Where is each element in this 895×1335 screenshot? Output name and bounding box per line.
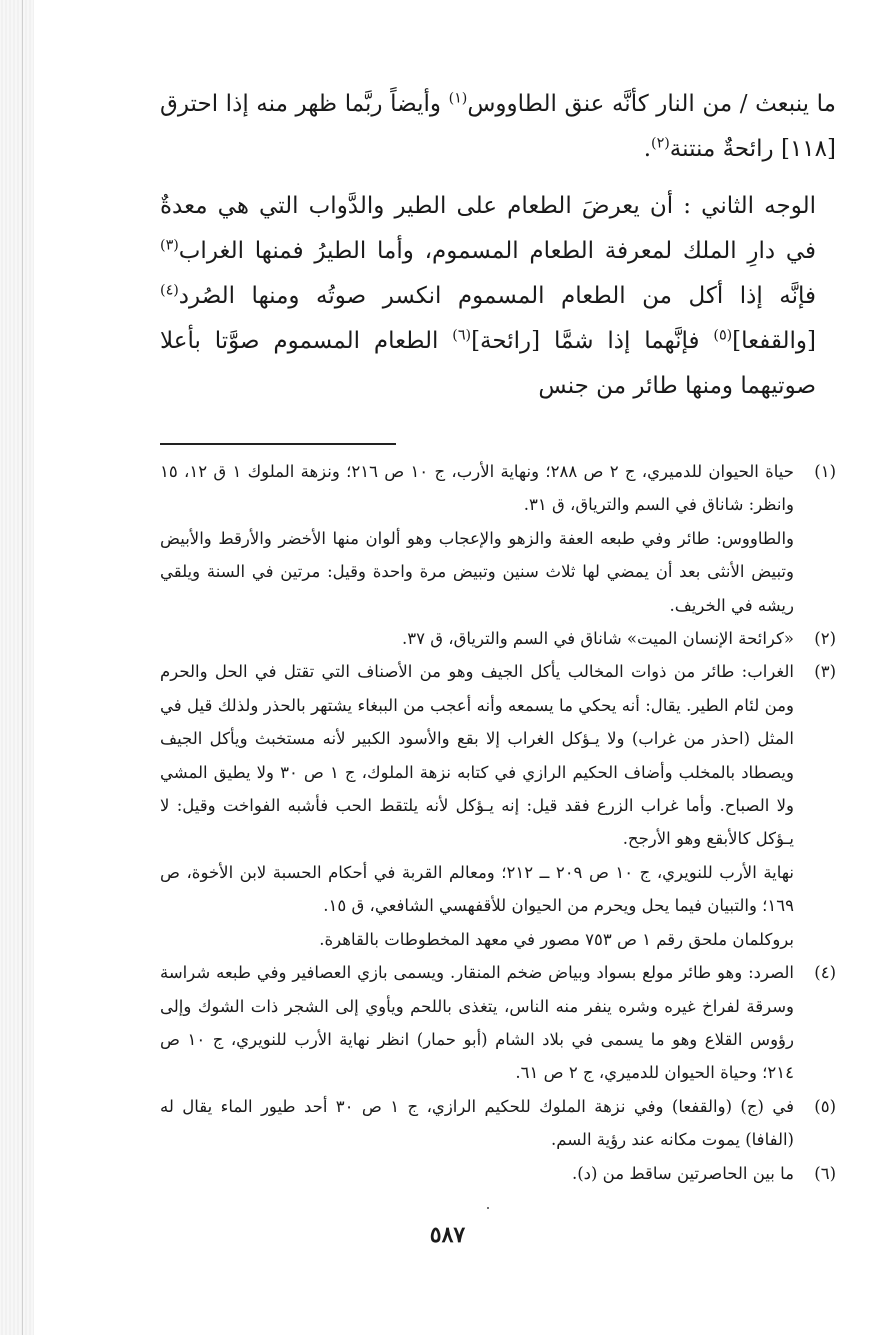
footnote-text: الصرد: وهو طائر مولع بسواد وبياض ضخم المنقار. ويسمى بازي العصافير وفي طبعه شراسة وسرقة لفراخ غيره وشره ينفر منه الناس، يتغذى باللحم ويأوي إلى الشجر ذات الشوك وإلى رؤوس القلاع وهو ما يسمى في بلاد الشام (أبو حمار) انظر نهاية الأرب للنويري، ج ١٠ ص ٢١٤؛ وحياة الحيوان للدميري، ج ٢ ص ٦١. xyxy=(160,963,794,1083)
footnote-number: (٤) xyxy=(814,963,836,983)
footnote-3 xyxy=(160,655,836,956)
footnote-text: بروكلمان ملحق رقم ١ ص ٧٥٣ مصور في معهد المخطوطات بالقاهرة. xyxy=(319,929,794,949)
footnote-number: (١) xyxy=(814,462,836,481)
main-paragraph-1 xyxy=(160,82,836,172)
footnote-1 xyxy=(160,455,836,622)
footnote-text: «كرائحة الإنسان الميت» شاناق في السم والترياق، ق ٣٧. xyxy=(402,629,794,649)
footnote-ref-1: (١) xyxy=(448,90,468,107)
footnote-body xyxy=(160,655,794,956)
main-text-run: . xyxy=(643,136,652,162)
footnote-number: (٣) xyxy=(814,662,836,682)
document-page xyxy=(160,82,836,1190)
footnote-ref-6: (٦) xyxy=(452,327,472,344)
footnote-text: والطاووس: طائر وفي طبعه العفة والزهو والإعجاب وهو ألوان منها الأخضر والأرقط والأبيض وتبيض الأنثى بعد أن يمضي لها ثلاث سنين وتبيض مرة واحدة وقيل: مرتين في السنة ويلقي ريشه في الخريف. xyxy=(160,528,794,615)
main-text-run: الوجه الثاني : أن يعرضَ الطعام على الطير والدَّواب التي هي معدةٌ في دارِ الملك لمعرفة الطعام المسموم، وأما الطيرُ فمنها الغراب xyxy=(160,193,816,264)
main-text-run: وأيضاً ربَّما ظهر منه إذا احترق [١١٨] رائحةٌ منتنة xyxy=(160,91,836,162)
footnote-body xyxy=(160,455,794,622)
footnote-5 xyxy=(160,1090,836,1157)
scan-gutter xyxy=(0,0,34,1335)
footnote-2 xyxy=(160,622,836,655)
footnote-ref-5: (٥) xyxy=(713,327,733,344)
main-text-run: الطعام المسموم صوَّتا بأعلا صوتيهما ومنها طائر من جنس xyxy=(160,328,816,399)
main-text-run: ما ينبعث / من النار كأنَّه عنق الطاووس xyxy=(467,91,836,117)
footnote-text: في (ج) (والقفعا) وفي نزهة الملوك للحكيم الرازي، ج ١ ص ٣٠ أحد طيور الماء يقال له (الفافا) يموت مكانه عند رؤية السم. xyxy=(160,1096,794,1150)
footnote-ref-2: (٢) xyxy=(651,135,670,152)
footnote-ref-3: (٣) xyxy=(160,237,179,254)
footnote-text: نهاية الأرب للنويري، ج ١٠ ص ٢٠٩ ــ ٢١٢؛ ومعالم القربة في أحكام الحسبة لابن الأخوة، ص ١٦٩؛ والتبيان فيما يحل ويحرم من الحيوان للأقفهسي الشافعي، ق ١٥. xyxy=(160,862,794,916)
footnote-number: (٥) xyxy=(814,1096,836,1116)
main-paragraph-2 xyxy=(160,184,836,409)
footnote-body xyxy=(160,1157,794,1190)
footnotes-section xyxy=(160,455,836,1190)
footnote-4 xyxy=(160,956,836,1090)
ink-dot xyxy=(487,1207,489,1209)
main-text-run: فإنَّهما إذا شمَّا [رائحة] xyxy=(471,328,714,354)
footnote-body xyxy=(160,1090,794,1157)
footnote-ref-4: (٤) xyxy=(160,282,179,299)
binding-line xyxy=(22,0,23,1335)
footnote-text: الغراب: طائر من ذوات المخالب يأكل الجيف وهو من الأصناف التي تقتل في الحل والحرم ومن لئام الطير. يقال: أنه يحكي ما يسمعه وأنه أعجب من الببغاء يشتهر بالحذر ولذلك قيل في المثل (احذر من غراب) ولا يـؤكل الغراب إلا بقع والأسود الكبير لأنه مستخبث ويأكل الجيف ويصطاد بالمخلب وأضاف الحكيم الرازي في كتابه نزهة الملوك، ج ١ ص ٣٠ ولا يطيق المشي ولا الصباح. وأما غراب الزرع فقد قيل: إنه يـؤكل لأنه يلتقط الحب فأشبه الفواخت وقيل: لا يـؤكل كالأبقع وهو الأرجح. xyxy=(160,662,794,849)
footnote-text: حياة الحيوان للدميري، ج ٢ ص ٢٨٨؛ ونهاية الأرب، ج ١٠ ص ٢١٦؛ ونزهة الملوك ١ ق ١٢، ١٥ وانظر: شاناق في السم والترياق، ق ٣١. xyxy=(160,462,794,515)
footnote-6 xyxy=(160,1157,836,1190)
footnote-text: ما بين الحاصرتين ساقط من (د). xyxy=(571,1163,794,1183)
footnote-separator xyxy=(160,443,396,445)
page-number: ٥٨٧ xyxy=(429,1222,466,1248)
main-text-run: فإنَّه إذا أكل من الطعام المسموم انكسر صوتُه ومنها الصُرد xyxy=(178,283,816,309)
footnote-number: (٦) xyxy=(814,1163,836,1183)
footnote-body xyxy=(160,956,794,1090)
footnote-number: (٢) xyxy=(814,629,836,649)
footnote-body xyxy=(160,622,794,655)
main-text-run: [والقفعا] xyxy=(732,328,816,354)
